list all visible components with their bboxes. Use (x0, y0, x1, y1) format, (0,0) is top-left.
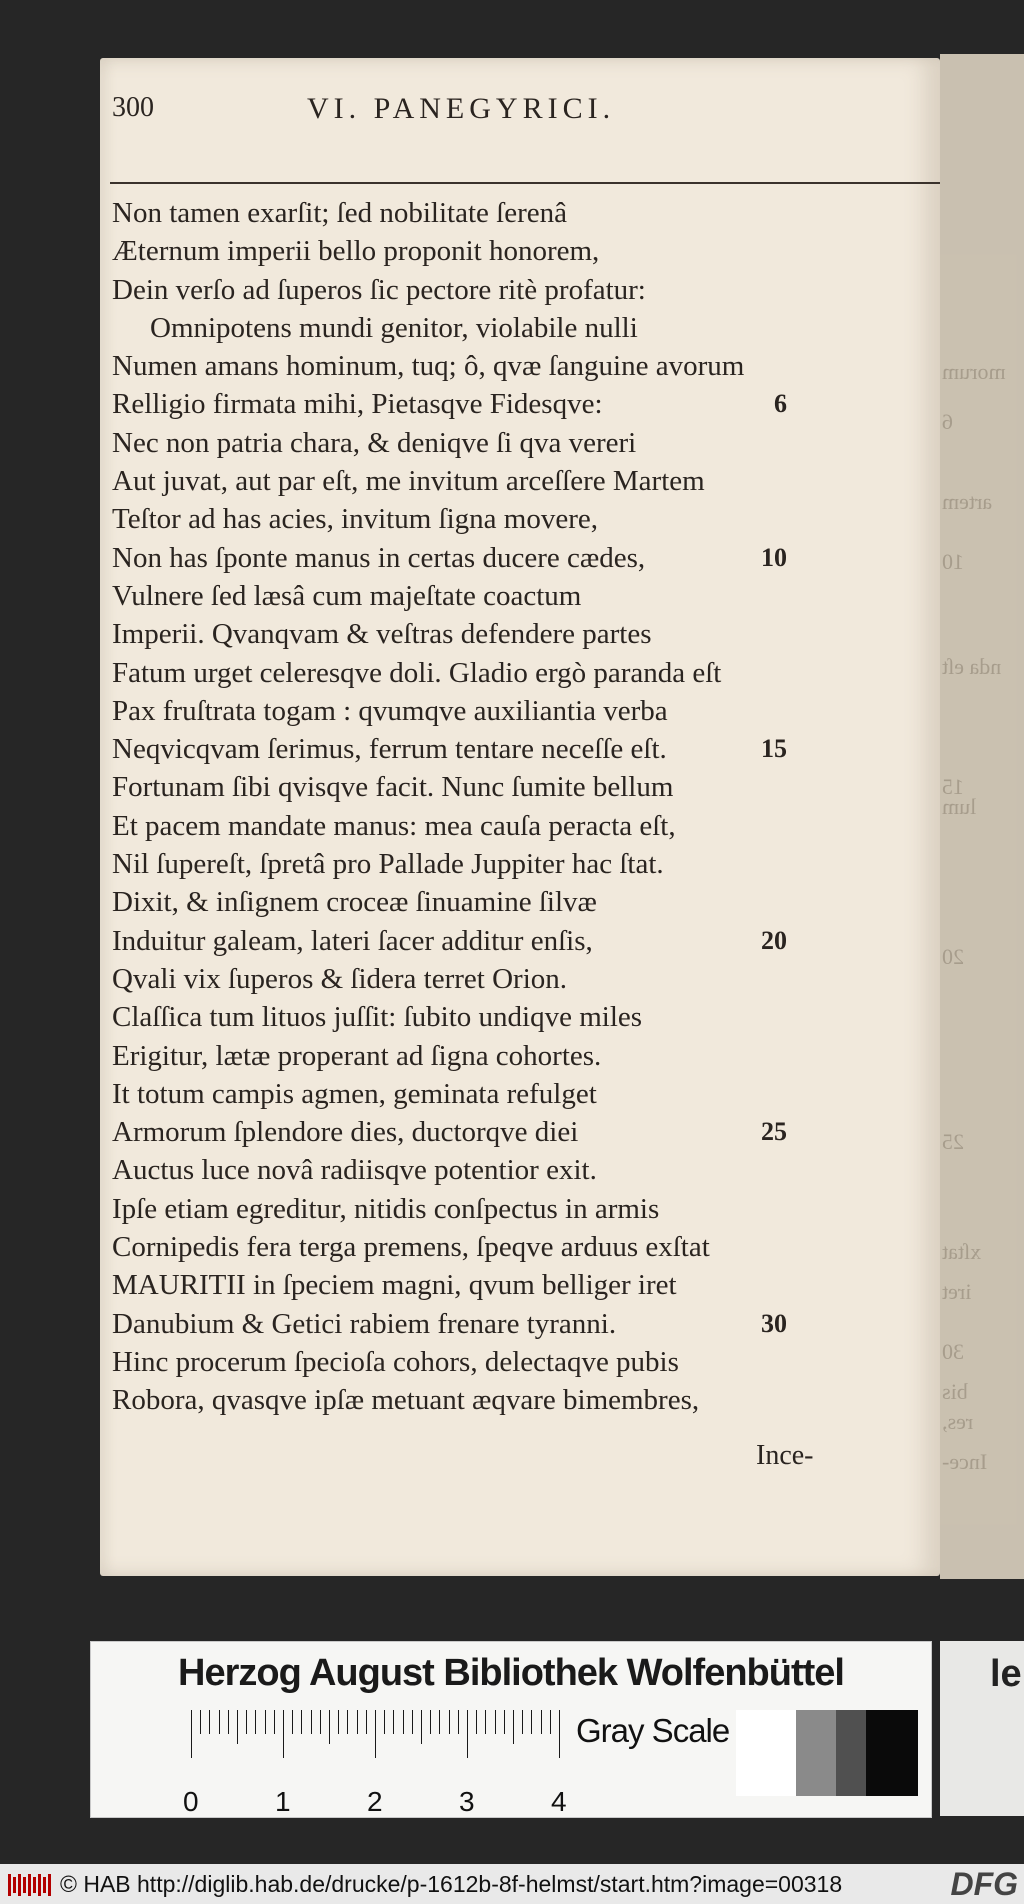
footer-source-link[interactable]: © HAB http://diglib.hab.de/drucke/p-1612b-8f-helmst/start.htm?image=00318 (60, 1871, 843, 1897)
verse-text: Nil ſupereſt, ſpretâ pro Pallade Juppiter hac ſtat. (112, 848, 664, 881)
ruler-tick (338, 1710, 339, 1734)
verse-line (112, 1266, 892, 1304)
ruler-tick (403, 1710, 404, 1734)
hab-logo-icon (8, 1874, 52, 1896)
verse-text: Nec non patria chara, & deniqve ſi qva vereri (112, 426, 637, 459)
verse-text: Numen amans hominum, tuq; ô, qvæ ſanguine avorum (112, 350, 745, 383)
verse-line (112, 922, 892, 960)
verse-text: MAURITII in ſpeciem magni, qvum belliger iret (112, 1269, 677, 1302)
ruler-number: 3 (459, 1786, 475, 1817)
verse-text: Danubium & Getici rabiem frenare tyranni. (112, 1307, 617, 1340)
running-title: VI. PANEGYRICI. (307, 92, 616, 125)
verse-line (112, 1343, 892, 1381)
verse-text: Teſtor ad has acies, invitum ſigna movere, (112, 503, 598, 536)
ruler-tick (237, 1710, 238, 1744)
facing-page-fragment: 25 (942, 1129, 964, 1154)
verse-text: Dixit, & inſignem croceæ ſinuamine ſilvæ (112, 886, 597, 919)
ruler-tick (412, 1710, 413, 1734)
verse-text: Pax fruſtrata togam : qvumqve auxiliantia verba (112, 694, 668, 727)
verse-line (112, 998, 892, 1036)
verse-text: Et pacem mandate manus: mea cauſa peracta eſt, (112, 809, 676, 842)
facing-page-fragment: morum (942, 359, 1006, 384)
ruler-tick (329, 1710, 330, 1744)
ruler-tick (559, 1710, 560, 1758)
ruler (183, 1710, 567, 1817)
line-number: 25 (761, 1117, 787, 1147)
verse-line (112, 654, 892, 692)
line-number: 30 (761, 1308, 787, 1338)
ruler-tick (228, 1710, 229, 1734)
verse-line (112, 730, 892, 768)
ruler-tick (522, 1710, 523, 1734)
dfg-logo: DFG (950, 1866, 1018, 1902)
facing-page-fragment: bis (942, 1379, 968, 1404)
color-calibration-card (90, 1641, 932, 1818)
verse-text: Relligio firmata mihi, Pietasqve Fidesqve: (112, 388, 603, 421)
verse-line (112, 271, 892, 309)
line-number: 6 (774, 389, 787, 419)
ruler-tick (458, 1710, 459, 1734)
header-rule (110, 182, 940, 184)
facing-page-fragment: lum (942, 794, 977, 819)
verse-text: Aut juvat, aut par eſt, me invitum arceſſere Martem (112, 465, 705, 498)
ruler-tick (274, 1710, 275, 1734)
verse-text: Dein verſo ad ſuperos ſic pectore ritè profatur: (112, 273, 646, 306)
ruler-tick (513, 1710, 514, 1744)
verse-line (112, 577, 892, 615)
ruler-tick (393, 1710, 394, 1734)
ruler-tick (531, 1710, 532, 1734)
facing-page-fragment: res, (942, 1409, 974, 1434)
verse-line (112, 883, 892, 921)
ruler-tick (292, 1710, 293, 1734)
verse-text: Qvali vix ſuperos & ſidera terret Orion. (112, 962, 568, 995)
ruler-tick (191, 1710, 192, 1758)
verse-line (112, 462, 892, 500)
ruler-tick (504, 1710, 505, 1734)
color-card-facing-text: le (990, 1653, 1022, 1695)
verse-text: Hinc procerum ſpecioſa cohors, delectaqve pubis (112, 1345, 679, 1378)
ruler-tick (265, 1710, 266, 1734)
verse-text: Fatum urget celeresqve doli. Gladio ergò paranda eſt (112, 656, 722, 689)
ruler-tick (421, 1710, 422, 1744)
verse-line (112, 194, 892, 232)
verse-line (112, 500, 892, 538)
verse-line (112, 692, 892, 730)
verse-text: Non has ſponte manus in certas ducere cædes, (112, 541, 646, 574)
gray-swatch (836, 1710, 866, 1796)
ruler-tick (320, 1710, 321, 1734)
verse-line (112, 1113, 892, 1151)
page-number: 300 (112, 92, 154, 123)
ruler-number: 2 (367, 1786, 383, 1817)
facing-page-fragment: 10 (942, 549, 964, 574)
verse-line (112, 1228, 892, 1266)
facing-page-fragment: nda eſt (942, 654, 1002, 679)
verse-text: Armorum ſplendore dies, ductorqve diei (112, 1116, 579, 1149)
ruler-tick (301, 1710, 302, 1734)
verse-text: Omnipotens mundi genitor, violabile nulli (150, 311, 638, 344)
footer-bar (0, 1864, 1024, 1904)
verse-line (112, 385, 892, 423)
ruler-tick (347, 1710, 348, 1734)
ruler-tick (366, 1710, 367, 1734)
facing-page-fragment: 15 (942, 774, 964, 799)
facing-page-fragment: iret (942, 1279, 972, 1304)
facing-page-fragment: 6 (942, 409, 953, 434)
ruler-tick (485, 1710, 486, 1734)
ruler-tick (550, 1710, 551, 1734)
page-header (112, 92, 832, 136)
verse-text: It totum campis agmen, geminata refulget (112, 1077, 597, 1110)
ruler-tick (255, 1710, 256, 1734)
verse-line (112, 309, 892, 347)
ruler-tick (375, 1710, 376, 1758)
ruler-tick (439, 1710, 440, 1734)
line-number: 10 (761, 542, 787, 572)
verse-line (112, 1151, 892, 1189)
verse-text: Vulnere ſed læsâ cum majeſtate coactum (112, 579, 582, 612)
facing-page-fragment: 30 (942, 1339, 964, 1364)
facing-page-fragment: artem (942, 489, 993, 514)
line-number: 20 (761, 925, 787, 955)
verse-text: Cornipedis fera terga premens, ſpeqve arduus exſtat (112, 1231, 710, 1264)
verse-text: Induitur galeam, lateri ſacer additur enſis, (112, 924, 593, 957)
verse-line (112, 807, 892, 845)
verse-text: Non tamen exarſit; ſed nobilitate ſerenâ (112, 197, 567, 229)
line-number: 15 (761, 734, 787, 764)
verse-line (112, 232, 892, 270)
catchword: Ince- (756, 1440, 814, 1471)
verse-line (112, 615, 892, 653)
ruler-tick (246, 1710, 247, 1734)
library-name: Herzog August Bibliothek Wolfenbüttel (178, 1652, 844, 1694)
ruler-tick (449, 1710, 450, 1734)
gray-swatch (736, 1710, 796, 1796)
verse-line (112, 960, 892, 998)
verse-line (112, 539, 892, 577)
ruler-number: 4 (551, 1786, 567, 1817)
ruler-tick (467, 1710, 468, 1758)
gray-scale-label: Gray Scale (576, 1712, 730, 1749)
verse-text: Erigitur, lætæ properant ad ſigna cohortes. (112, 1039, 602, 1072)
facing-page-fragment: Ince- (942, 1449, 988, 1474)
gray-swatch (796, 1710, 836, 1796)
ruler-tick (357, 1710, 358, 1734)
color-card-facing (940, 1641, 1024, 1816)
verse-line (112, 1075, 892, 1113)
facing-page-edge (940, 54, 1024, 1579)
verse-line (112, 424, 892, 462)
verse-line (112, 1037, 892, 1075)
ruler-tick (209, 1710, 210, 1734)
facing-page-fragment: xſtat (942, 1239, 982, 1264)
verse-text: Fortunam ſibi qvisqve facit. Nunc ſumite bellum (112, 771, 674, 804)
ruler-tick (311, 1710, 312, 1734)
verse-line (112, 1381, 892, 1419)
ruler-tick (430, 1710, 431, 1734)
verse-text: Robora, qvasqve ipſæ metuant æqvare bimembres, (112, 1384, 700, 1417)
ruler-number: 1 (275, 1786, 291, 1817)
ruler-tick (476, 1710, 477, 1734)
ruler-tick (219, 1710, 220, 1734)
verse-text: Ipſe etiam egreditur, nitidis conſpectus in armis (112, 1192, 660, 1225)
verse-text: Imperii. Qvanqvam & veſtras defendere partes (112, 618, 652, 651)
verse-line (112, 1305, 892, 1343)
ruler-number: 0 (183, 1786, 199, 1817)
ruler-tick (541, 1710, 542, 1734)
verse-text: Auctus luce novâ radiisqve potentior exit. (112, 1154, 597, 1187)
ruler-tick (495, 1710, 496, 1734)
verse-line (112, 768, 892, 806)
ruler-tick (384, 1710, 385, 1734)
verse-text: Æternum imperii bello proponit honorem, (112, 235, 600, 268)
verse-text: Neqvicqvam ſerimus, ferrum tentare neceſſe eſt. (112, 733, 667, 766)
verse-line (112, 347, 892, 385)
poem-text (112, 194, 892, 1420)
ruler-tick (200, 1710, 201, 1734)
verse-line (112, 845, 892, 883)
verse-text: Claſſica tum lituos juſſit: ſubito undiqve miles (112, 1001, 643, 1034)
facing-page-fragment: 20 (942, 944, 964, 969)
ruler-tick (283, 1710, 284, 1758)
verse-line (112, 1190, 892, 1228)
gray-swatch (866, 1710, 918, 1796)
